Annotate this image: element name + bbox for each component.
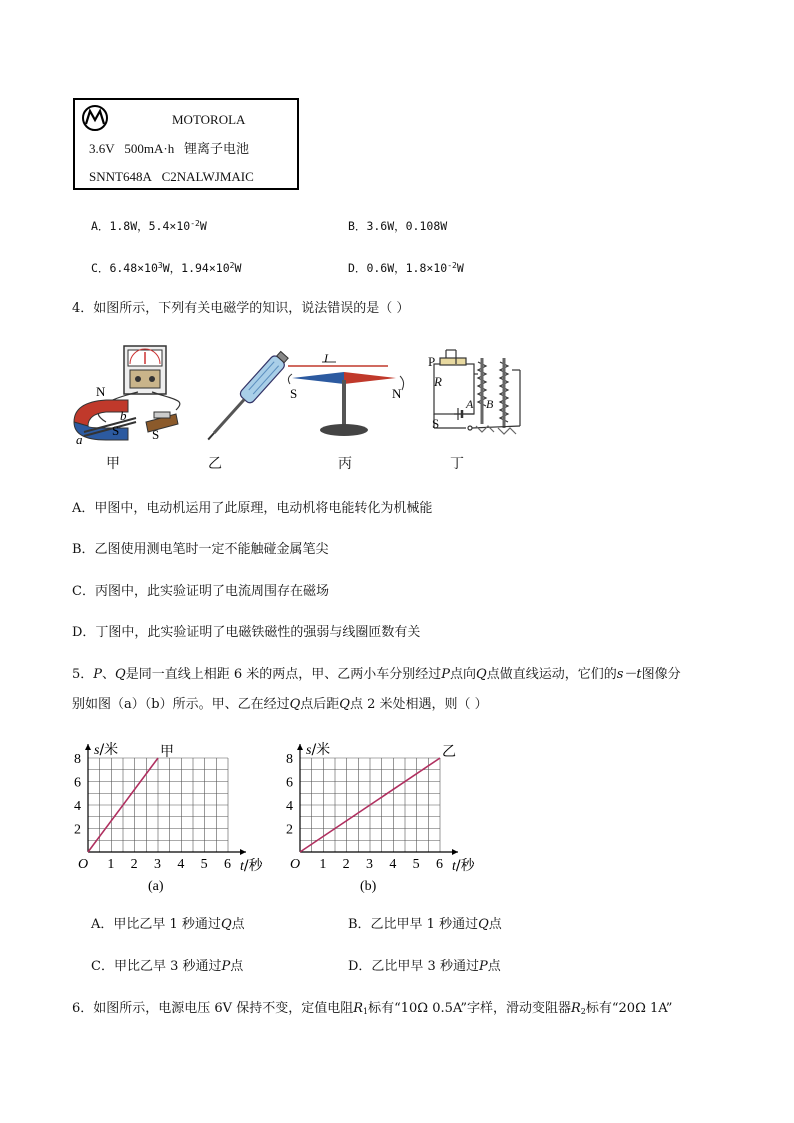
- ding-B: B: [486, 397, 494, 411]
- x-tick-label: 4: [177, 857, 185, 872]
- q5-option-a[interactable]: A．甲比乙早 1 秒通过Q点: [91, 917, 245, 932]
- fig-label-jia: 甲: [106, 456, 120, 472]
- x-axis-label: t/秒: [452, 858, 475, 874]
- y-tick-label: 2: [74, 822, 81, 838]
- motorola-logo-icon: [81, 104, 109, 132]
- q4-option-b[interactable]: B．乙图使用测电笔时一定不能触碰金属笔尖: [72, 542, 329, 557]
- q4-figure: [66, 340, 536, 475]
- q5-stem-line2: 别如图（a）（b）所示。甲、乙在经过Q点后距Q点 2 米处相遇，则（ ）: [72, 697, 488, 712]
- jia-b: b: [120, 408, 127, 423]
- series-label: 乙: [442, 744, 456, 760]
- chart-a: [68, 732, 268, 898]
- x-axis-arrow: [240, 849, 246, 855]
- q3-option-c[interactable]: C．$6.48\times 10^3W$，$1.94\times 10^2W$: [91, 261, 242, 275]
- q4-option-d[interactable]: D．丁图中，此实验证明了电磁铁磁性的强弱与线圈匝数有关: [72, 625, 421, 640]
- jia-S2: S: [152, 427, 160, 442]
- y-tick-label: 6: [286, 775, 293, 791]
- x-tick-label: 4: [389, 857, 397, 872]
- ding-S: S: [432, 416, 440, 431]
- y-tick-label: 4: [286, 799, 293, 814]
- fig-label-yi: 乙: [208, 456, 222, 472]
- x-tick-label: O: [78, 857, 89, 872]
- q3-option-d[interactable]: D．0.6W，$1.8\times 10^{-2}W$: [348, 261, 464, 275]
- q5-option-c[interactable]: C．甲比乙早 3 秒通过P点: [91, 959, 244, 974]
- q3-option-b[interactable]: B．3.6W，0.108W: [348, 219, 448, 233]
- x-tick-label: 2: [342, 857, 350, 872]
- fig-label-bing: 丙: [338, 456, 352, 472]
- battery-brand: MOTOROLA: [172, 112, 246, 127]
- bing-I: I: [324, 351, 328, 365]
- jia-N: N: [96, 384, 106, 399]
- chart-caption: (b): [360, 879, 377, 894]
- jia-S1: S: [112, 423, 120, 438]
- q5-option-d[interactable]: D．乙比甲早 3 秒通过P点: [348, 959, 501, 974]
- x-tick-label: 3: [154, 857, 161, 872]
- y-tick-label: 6: [74, 775, 81, 791]
- bing-S: S: [290, 386, 298, 401]
- x-tick-label: 1: [319, 857, 327, 872]
- x-tick-label: O: [290, 857, 301, 872]
- ding-P: P: [428, 354, 436, 369]
- jia-a: a: [76, 432, 83, 447]
- y-axis-arrow: [85, 744, 91, 750]
- chart-caption: (a): [148, 879, 164, 894]
- bing-N: N: [392, 386, 402, 401]
- battery-label: [73, 98, 299, 190]
- y-tick-label: 8: [74, 752, 81, 767]
- q4-stem: 4．如图所示，下列有关电磁学的知识，说法错误的是（ ）: [72, 301, 410, 316]
- q5-stem-line1: 5．P、Q是同一直线上相距 6 米的两点，甲、乙两小车分别经过P点向Q点做直线运动，它们的s－t图像分: [72, 667, 681, 682]
- q4-option-c[interactable]: C．丙图中，此实验证明了电流周围存在磁场: [72, 584, 329, 599]
- fig-yi: [202, 349, 290, 444]
- y-tick-label: 8: [286, 752, 293, 767]
- x-axis-label: t/秒: [240, 858, 263, 874]
- x-tick-label: 5: [200, 857, 208, 872]
- y-axis-label: s/米: [94, 742, 119, 758]
- ding-R: R: [434, 374, 442, 389]
- fig-jia: [74, 346, 180, 447]
- fig-ding: [434, 350, 520, 434]
- y-axis-label: s/米: [306, 742, 331, 758]
- q4-option-a[interactable]: A．甲图中，电动机运用了此原理，电动机将电能转化为机械能: [72, 501, 433, 516]
- x-tick-label: 5: [412, 857, 420, 872]
- x-tick-label: 6: [436, 857, 443, 872]
- y-tick-label: 4: [74, 799, 81, 814]
- x-tick-label: 6: [224, 857, 231, 872]
- x-tick-label: 3: [366, 857, 373, 872]
- fig-bing: [288, 351, 404, 436]
- ding-A: A: [466, 397, 474, 411]
- series-label: 甲: [160, 744, 174, 760]
- q3-option-a[interactable]: A．1.8W，$5.4\times 10^{-2}W$: [91, 219, 207, 233]
- fig-label-ding: 丁: [450, 456, 464, 472]
- x-tick-label: 2: [130, 857, 138, 872]
- x-tick-label: 1: [107, 857, 115, 872]
- y-axis-arrow: [297, 744, 303, 750]
- y-tick-label: 2: [286, 822, 293, 838]
- q6-stem: 6．如图所示，电源电压 6V 保持不变，定值电阻$R_1$标有“10Ω 0.5A”字样，滑动变阻器$R_2$标有“20Ω 1A”: [72, 1001, 673, 1016]
- battery-serial: SNNT648A C2NALWJMAIC: [89, 169, 254, 184]
- q5-option-b[interactable]: B．乙比甲早 1 秒通过Q点: [348, 917, 502, 932]
- battery-spec: 3.6V 500mA·h 锂离子电池: [89, 141, 249, 157]
- x-axis-arrow: [452, 849, 458, 855]
- chart-b: [280, 732, 490, 898]
